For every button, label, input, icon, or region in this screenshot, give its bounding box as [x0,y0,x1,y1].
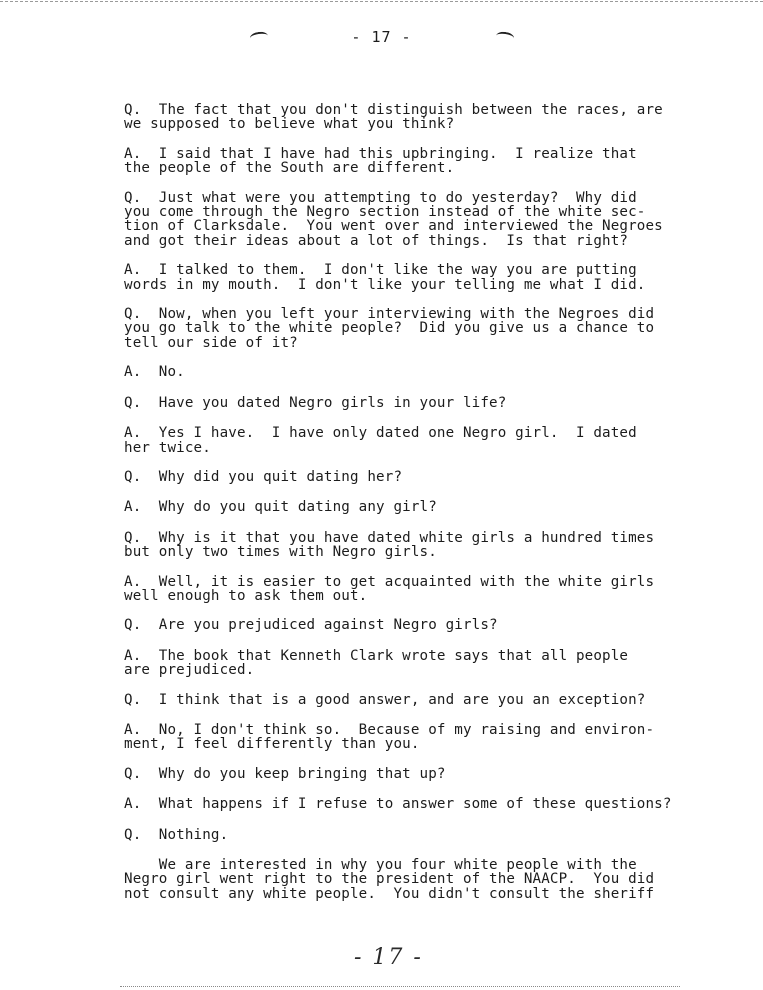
transcript-line: Q. Have you dated Negro girls in your life? [124,394,507,411]
transcript-line: her twice. [124,439,211,456]
transcript-paragraph [124,396,704,410]
transcript-line: Q. I think that is a good answer, and are you an exception? [124,691,646,708]
transcript-paragraph [124,767,704,781]
transcript-paragraph [124,470,704,484]
transcript-paragraph [124,858,704,901]
transcript-line: and got their ideas about a lot of things. Is that right? [124,232,629,249]
transcript-paragraph [124,263,704,292]
transcript-line: Q. Nothing. [124,826,229,843]
transcript-line: well enough to ask them out. [124,587,368,604]
transcript-line: but only two times with Negro girls. [124,544,437,561]
page-number: - 17 - [351,28,412,46]
transcript-paragraph [124,191,704,249]
transcript-line: are prejudiced. [124,662,255,679]
transcript-line: words in my mouth. I don't like your telling me what I did. [124,276,646,293]
transcript-line: Q. Now, when you left your interviewing with the Negroes did [124,306,655,323]
transcript-line: tell our side of it? [124,334,298,351]
transcript-line: Q. Are you prejudiced against Negro girls? [124,617,498,634]
handwritten-page-number: - 17 - [354,945,423,970]
transcript-line: Q. Why do you keep bringing that up? [124,765,446,782]
transcript-paragraph [124,575,704,604]
transcript-paragraph [124,618,704,632]
transcript-paragraph [124,500,704,514]
transcript-line: you come through the Negro section instead of the white sec- [124,204,646,221]
transcript-paragraph [124,307,704,350]
transcript-line: we supposed to believe what you think? [124,116,455,133]
transcript-line: A. No, I don't think so. Because of my raising and environ- [124,721,655,738]
transcript-line: A. I said that I have had this upbringing. I realize that [124,145,637,162]
scan-specks [685,30,745,70]
transcript-paragraph [124,147,704,176]
transcript-paragraph [124,693,704,707]
transcript-line: A. What happens if I refuse to answer some of these questions? [124,796,672,813]
transcript-body [124,103,704,916]
transcript-line: Q. The fact that you don't distinguish between the races, are [124,102,663,118]
transcript-paragraph [124,103,704,132]
transcript-line: Negro girl went right to the president of the NAACP. You did [124,871,655,888]
transcript-line: A. No. [124,364,185,381]
transcript-line: Q. Why is it that you have dated white girls a hundred times [124,529,655,546]
transcript-line: A. The book that Kenneth Clark wrote says that all people [124,647,629,664]
transcript-line: ment, I feel differently than you. [124,736,420,753]
bottom-edge-dashes [120,986,680,989]
transcript-line: not consult any white people. You didn't consult the sheriff [124,885,655,902]
transcript-paragraph [124,426,704,455]
transcript-line: A. Well, it is easier to get acquainted with the white girls [124,573,655,590]
transcript-line: Q. Just what were you attempting to do yesterday? Why did [124,189,637,206]
transcript-line: A. Yes I have. I have only dated one Negro girl. I dated [124,425,637,442]
transcript-line: A. I talked to them. I don't like the way you are putting [124,262,637,279]
transcript-line: Q. Why did you quit dating her? [124,468,403,485]
transcript-line: tion of Clarksdale. You went over and interviewed the Negroes [124,218,663,235]
transcript-line: A. Why do you quit dating any girl? [124,499,437,516]
transcript-paragraph [124,649,704,678]
transcript-paragraph [124,531,704,560]
transcript-paragraph [124,365,704,379]
transcript-paragraph [124,828,704,842]
transcript-line: the people of the South are different. [124,160,455,177]
transcript-paragraph [124,797,704,811]
transcript-line: you go talk to the white people? Did you give us a chance to [124,320,655,337]
transcript-paragraph [124,723,704,752]
top-edge-dashes [0,1,763,4]
transcript-line: We are interested in why you four white people with the [124,857,637,873]
